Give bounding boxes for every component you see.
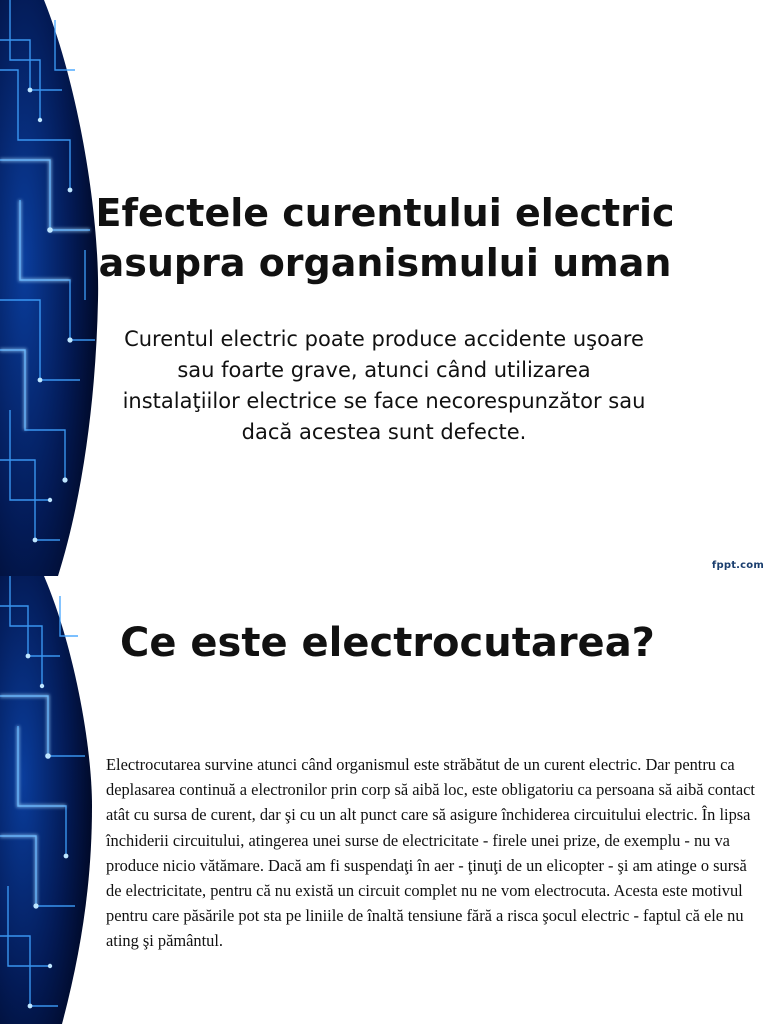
slide-content [0,576,768,1024]
watermark-logo: fppt.com [711,560,764,571]
title-line-2: asupra organismului uman [98,241,672,285]
slide-title-heading [60,188,710,288]
slide-heading: Ce este electrocutarea? [120,620,655,666]
circuit-background-image [0,0,120,576]
title-line-1: Efectele curentului electric [95,191,675,235]
slide-subtitle: Curentul electric poate produce accidente uşoare sau foarte grave, atunci când utilizarea instalaţiilor electrice se face necorespunzător sau dacă acestea sunt defecte. [122,327,646,444]
circuit-background-image [0,576,120,1024]
slide-body-text: Electrocutarea survine atunci când organismul este străbătut de un curent electric. Dar pentru ca deplasarea continuă a electronilor prin corp să aibă loc, este obligatoriu ca persoana să aibă contact atât cu sursa de curent, dar şi cu un alt punct care să asigure închiderea circuitului electric. În lipsa închiderii circuitului, atingerea unei surse de electricitate - firele unei prize, de exemplu - nu va produce nicio vătămare. Dacă am fi suspendaţi în aer - ţinuţi de un elicopter - şi am atinge o sursă de electricitate, pentru că nu există un circuit complet nu ne vom electrocuta. Acesta este motivul pentru care păsările pot sta pe liniile de înaltă tensiune fără a risca şocul electric - faptul că ele nu ating şi pământul. [106,755,755,951]
